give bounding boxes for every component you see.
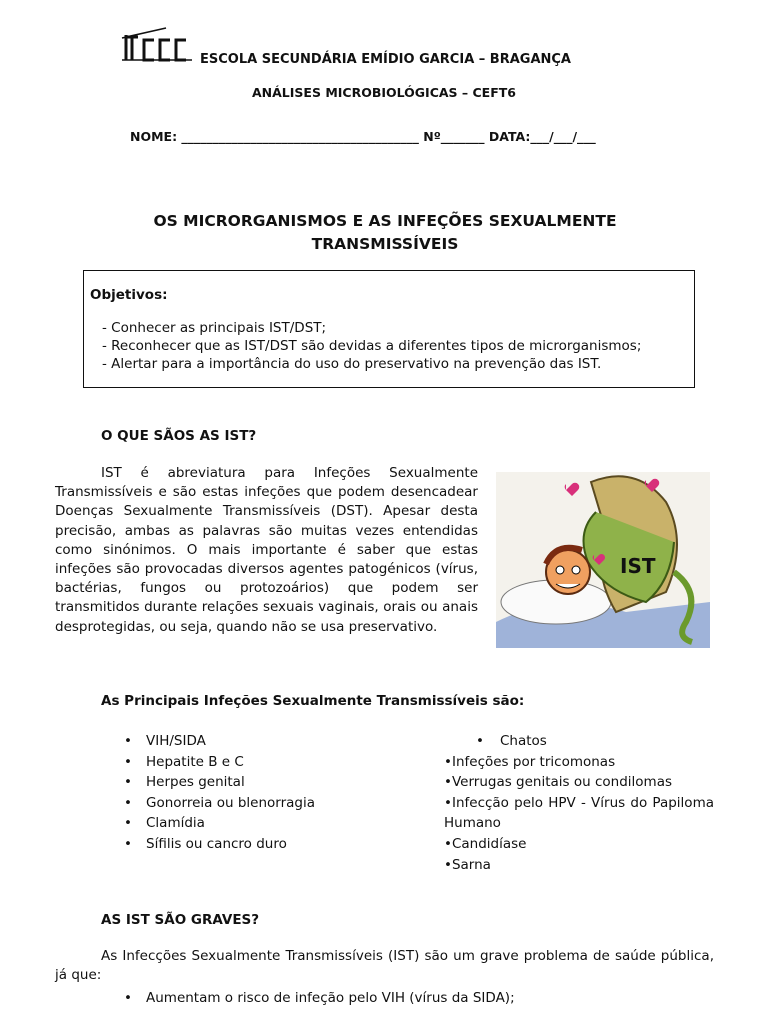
ist-definition-paragraph: IST é abreviatura para Infeções Sexualmente Transmissíveis e são estas infeções que podem desencadear Doenças Sexualmente Transmissíveis (DST). Apesar desta precisão, ambas as palavras são muitas vezes entendidas como sinónimos. O mais importante é saber que estas infeções são provocadas diversos agentes patogénicos (vírus, bactérias, fungos ou protozoários) que podem ser transmitidos durante relações sexuais vaginais, orais ou anais desprotegidas, ou seja, quando não se usa preservativo. [55,465,478,635]
objectives-heading: Objetivos: [90,287,168,303]
objectives-list [102,319,641,373]
document-title: OS MICRORGANISMOS E AS INFEÇÕES SEXUALMENTE TRANSMISSÍVEIS [153,212,617,253]
bullet-icon: • [476,733,484,749]
bullet-icon: • [124,835,132,852]
bullet-icon: • [444,835,452,852]
list-item: • Herpes genital [124,772,315,793]
bullet-icon: • [124,774,132,791]
list-item: •Candidíase [444,835,527,852]
list-item: • Aumentam o risco de infeção pelo VIH (vírus da SIDA); [124,988,515,1009]
school-logo [120,26,194,62]
ist-seriousness-list [124,988,515,1009]
list-item: • Sífilis ou cancro duro [124,834,315,855]
list-item: • Chatos [444,731,714,752]
ist-list-left [124,731,315,855]
bullet-icon: • [444,774,452,791]
list-item: •Verrugas genitais ou condilomas [444,774,673,791]
bullet-icon: • [124,815,132,832]
objective-item: - Conhecer as principais IST/DST; [102,320,327,336]
course-name: ANÁLISES MICROBIOLÓGICAS – CEFT6 [252,85,516,100]
section-heading-main-ist: As Principais Infeções Sexualmente Transmissíveis são: [101,693,525,709]
bullet-icon: • [444,794,452,811]
bullet-icon: • [444,753,452,770]
objective-item: - Alertar para a importância do uso do preservativo na prevenção das IST. [102,356,602,372]
bullet-icon: • [124,990,132,1006]
ist-cartoon-illustration [496,472,710,648]
list-item: •Infeções por tricomonas [444,753,616,770]
list-item: • VIH/SIDA [124,731,315,752]
section-heading-are-ist-serious: AS IST SÃO GRAVES? [101,912,260,928]
bullet-icon: • [124,733,132,749]
list-item: • Gonorreia ou blenorragia [124,793,315,814]
school-name: ESCOLA SECUNDÁRIA EMÍDIO GARCIA – BRAGANÇA [200,52,571,67]
illustration-label: IST [620,554,656,578]
bullet-icon: • [124,794,132,811]
list-item: •Infecção pelo HPV - Vírus do Papiloma Humano [444,794,714,832]
ist-list-right [444,731,714,875]
section-heading-what-are-ist: O QUE SÃOS AS IST? [101,428,257,444]
list-item: • Hepatite B e C [124,752,315,773]
list-item: •Sarna [444,856,491,873]
student-id-line: NOME: ______________________________________ Nº_______ DATA:___/___/___ [130,129,596,144]
bullet-icon: • [444,856,452,873]
ist-seriousness-paragraph: As Infecções Sexualmente Transmissíveis (IST) são um grave problema de saúde pública, já que: [55,948,714,983]
bullet-icon: • [124,753,132,770]
objective-item: - Reconhecer que as IST/DST são devidas a diferentes tipos de microrganismos; [102,338,642,354]
list-item: • Clamídia [124,813,315,834]
objectives-box [83,270,695,388]
